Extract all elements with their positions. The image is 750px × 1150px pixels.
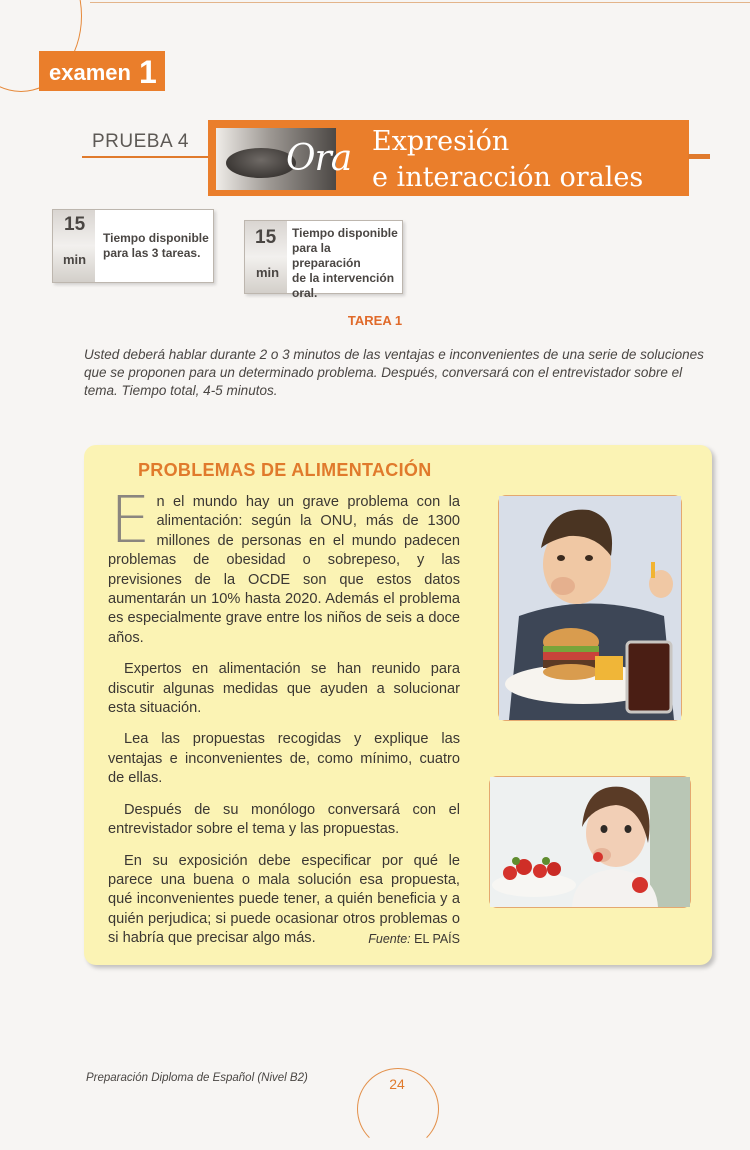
source-label: Fuente: bbox=[368, 932, 411, 946]
paragraph-5: En su exposición debe especificar por qué le parece una buena o mala solución esa propuesta, qué inconvenientes puede tener, a quién beneficia y a quién perjudica; si puede ocasionar otros problemas o si habría que precisar algo más. bbox=[108, 852, 460, 947]
timing-line: para las 3 tareas. bbox=[103, 246, 201, 260]
timing-unit: min bbox=[256, 265, 280, 280]
timing-unit: min bbox=[63, 252, 87, 267]
photo-boy-burger bbox=[498, 495, 682, 721]
section-title-line2: e interacción orales bbox=[372, 162, 644, 193]
paragraph-4: Después de su monólogo conversará con el entrevistador sobre el tema y las propuestas. bbox=[108, 801, 460, 838]
boy-burger-illustration bbox=[499, 496, 681, 720]
timing-text bbox=[103, 231, 209, 261]
task-label: TAREA 1 bbox=[347, 313, 403, 328]
timing-line: Tiempo disponible bbox=[103, 231, 209, 245]
drop-cap: E bbox=[110, 484, 151, 558]
timing-line: Tiempo disponible bbox=[292, 226, 398, 240]
prueba-rule bbox=[82, 156, 212, 158]
mouth-photo bbox=[216, 128, 352, 190]
section-title-line1: Expresión bbox=[372, 126, 510, 157]
page-number: 24 bbox=[389, 1076, 405, 1092]
paragraph-1 bbox=[108, 484, 460, 648]
paragraph-2: Expertos en alimentación se han reunido para discutir algunas medidas que ayuden a solucionar esta situación. bbox=[108, 661, 460, 717]
timing-box-total bbox=[52, 209, 214, 283]
paragraph-3: Lea las propuestas recogidas y explique las ventajas e inconvenientes de, como mínimo, cuatro de ellas. bbox=[108, 731, 460, 787]
banner-rule bbox=[688, 154, 710, 159]
top-rule bbox=[90, 2, 750, 3]
source-line bbox=[330, 932, 460, 946]
timing-line: para la preparación bbox=[292, 241, 361, 270]
prueba-label: PRUEBA 4 bbox=[92, 131, 189, 152]
exam-number: 1 bbox=[138, 54, 157, 90]
card-body bbox=[108, 484, 460, 961]
task-instructions: Usted deberá hablar durante 2 o 3 minutos de las ventajas e inconvenientes de una serie de soluciones que se proponen para un determinado problema. Después, conversará con el entrevistador sobre el tema. Tiempo total, 4-5 minutos. bbox=[84, 347, 704, 398]
paragraph-1-text: n el mundo hay un grave problema con la alimentación: según la ONU, más de 1300 millones de personas en el mundo padecen problemas de obesidad o sobrepeso, y las previsiones de la OCDE son que estos datos aumentarán un 10% hasta 2020. Además el problema es especialmente grave entre los niños de seis a doce años. bbox=[108, 494, 460, 646]
timing-number: 15 bbox=[255, 227, 277, 248]
timing-line: de la intervención bbox=[292, 271, 395, 285]
timing-box-preparation bbox=[244, 220, 403, 300]
section-title bbox=[372, 124, 643, 196]
photo-word: Ora bbox=[286, 138, 352, 179]
footer-book-title: Preparación Diploma de Español (Nivel B2) bbox=[86, 1072, 308, 1084]
exam-tab bbox=[39, 51, 165, 91]
source-name: EL PAÍS bbox=[414, 932, 460, 946]
timing-text bbox=[292, 226, 402, 301]
photo-girl-strawberries bbox=[489, 776, 691, 908]
girl-strawberries-illustration bbox=[490, 777, 690, 907]
timing-number: 15 bbox=[64, 214, 86, 235]
exam-word: examen bbox=[49, 60, 131, 85]
timing-line: oral. bbox=[292, 286, 318, 300]
card-title: PROBLEMAS DE ALIMENTACIÓN bbox=[138, 460, 432, 480]
